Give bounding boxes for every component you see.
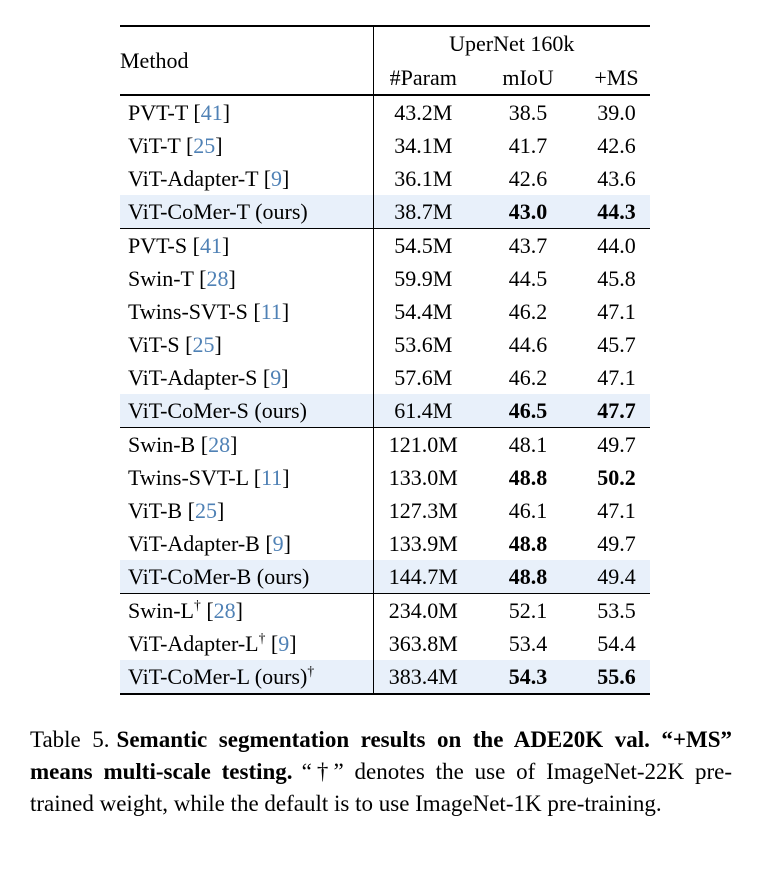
method-cell [120, 560, 373, 594]
miou-cell: 53.4 [508, 630, 548, 656]
table-row [120, 394, 650, 428]
param-cell: 34.1M [394, 132, 453, 158]
citation-link[interactable]: 9 [270, 364, 282, 390]
table-row [120, 295, 650, 328]
method-cell: Swin-L† [28] [120, 594, 373, 628]
table-row [120, 129, 650, 162]
miou-cell: 46.2 [508, 364, 548, 390]
method-name: Twins-SVT-S [128, 298, 248, 324]
method-cell: Swin-T [28] [120, 262, 373, 295]
param-cell: 59.9M [394, 265, 453, 291]
method-cell [120, 660, 373, 694]
miou-cell: 48.8 [508, 530, 548, 556]
method-cell [120, 394, 373, 428]
miou-cell: 41.7 [508, 132, 548, 158]
param-cell: 36.1M [394, 165, 453, 191]
dagger-superscript: † [194, 597, 201, 613]
table-row [120, 461, 650, 494]
table-row [120, 527, 650, 560]
ms-cell: 49.7 [583, 428, 650, 462]
param-cell: 38.7M [373, 195, 473, 229]
method-cell: ViT-Adapter-B [9] [120, 527, 373, 560]
method-cell: ViT-Adapter-S [9] [120, 361, 373, 394]
citation-link[interactable]: 28 [208, 431, 231, 457]
method-name: ViT-CoMer-S (ours) [128, 397, 307, 423]
ms-cell: 44.0 [583, 229, 650, 263]
citation-link[interactable]: 25 [194, 497, 217, 523]
dagger-superscript: † [258, 630, 266, 646]
table-row [120, 162, 650, 195]
miou-cell: 46.1 [508, 497, 548, 523]
citation-link[interactable]: 28 [206, 265, 229, 291]
miou-cell: 44.5 [508, 265, 548, 291]
miou-cell: 43.0 [473, 195, 583, 229]
method-cell: ViT-S [25] [120, 328, 373, 361]
caption-label: Table 5. [30, 727, 110, 752]
param-cell: 121.0M [373, 428, 473, 462]
method-name: ViT-CoMer-T (ours) [128, 198, 308, 224]
miou-cell: 44.6 [508, 331, 548, 357]
method-name: Swin-T [128, 265, 194, 291]
param-column-header: #Param [373, 61, 473, 95]
method-cell: ViT-Adapter-T [9] [120, 162, 373, 195]
ms-cell: 47.1 [597, 497, 636, 523]
caption-regular-text: “†” denotes the use of ImageNet-22K pre-trained weight, while the default is to use ImageNet-1K pre-training. [30, 759, 733, 816]
ms-cell: 49.4 [583, 560, 650, 594]
ms-cell: 55.6 [583, 660, 650, 694]
method-cell: ViT-T [25] [120, 129, 373, 162]
ms-cell: 42.6 [597, 132, 636, 158]
citation-link[interactable]: 9 [278, 630, 290, 656]
method-cell: ViT-Adapter-L† [9] [120, 627, 373, 660]
param-cell: 127.3M [388, 497, 458, 523]
citation-link[interactable]: 25 [192, 331, 215, 357]
param-cell: 54.4M [394, 298, 453, 324]
table-caption [30, 724, 732, 820]
miou-cell: 52.1 [473, 594, 583, 628]
method-column-header: Method [120, 26, 373, 95]
miou-cell: 54.3 [473, 660, 583, 694]
ms-cell: 47.1 [597, 298, 636, 324]
miou-cell: 46.5 [473, 394, 583, 428]
method-name: ViT-T [128, 132, 181, 158]
ms-cell: 45.8 [597, 265, 636, 291]
method-cell [120, 195, 373, 229]
ms-cell: 50.2 [597, 464, 636, 490]
method-name: Swin-B [128, 431, 196, 457]
citation-link[interactable]: 25 [193, 132, 216, 158]
method-name: ViT-Adapter-B [128, 530, 260, 556]
method-cell: PVT-T [41] [120, 95, 373, 129]
ms-cell: 47.1 [597, 364, 636, 390]
table-row [120, 660, 650, 694]
param-cell: 57.6M [394, 364, 453, 390]
param-cell: 54.5M [373, 229, 473, 263]
method-name: Swin-L [128, 597, 194, 623]
ms-cell: 54.4 [597, 630, 636, 656]
table-row [120, 262, 650, 295]
table-row [120, 494, 650, 527]
table-row [120, 328, 650, 361]
method-name: ViT-B [128, 497, 183, 523]
ms-cell: 47.7 [583, 394, 650, 428]
miou-column-header: mIoU [473, 61, 583, 95]
miou-cell: 46.2 [508, 298, 548, 324]
citation-link[interactable]: 41 [200, 99, 223, 125]
citation-link[interactable]: 9 [271, 165, 283, 191]
table-row [120, 428, 650, 462]
citation-link[interactable]: 28 [213, 597, 236, 623]
method-name: ViT-Adapter-T [128, 165, 259, 191]
citation-link[interactable]: 11 [260, 298, 282, 324]
miou-cell: 38.5 [508, 99, 548, 125]
table-row [120, 361, 650, 394]
ms-cell: 43.6 [597, 165, 636, 191]
param-cell: 43.2M [394, 99, 453, 125]
method-cell: ViT-B [25] [120, 494, 373, 527]
miou-cell: 48.1 [473, 428, 583, 462]
table-row [120, 627, 650, 660]
method-name: ViT-Adapter-L [128, 630, 259, 656]
ms-cell: 45.7 [597, 331, 636, 357]
method-cell: Twins-SVT-L [11] [120, 461, 373, 494]
method-name: ViT-Adapter-S [128, 364, 258, 390]
param-cell: 61.4M [373, 394, 473, 428]
dagger-superscript: † [307, 663, 315, 679]
table-row [120, 560, 650, 594]
param-cell: 144.7M [373, 560, 473, 594]
param-cell: 383.4M [373, 660, 473, 694]
group-column-header: UperNet 160k [449, 31, 575, 56]
method-cell: Twins-SVT-S [11] [120, 295, 373, 328]
miou-cell: 42.6 [508, 165, 548, 191]
citation-link[interactable]: 11 [261, 464, 283, 490]
miou-cell: 43.7 [473, 229, 583, 263]
ms-cell: 44.3 [583, 195, 650, 229]
param-cell: 234.0M [373, 594, 473, 628]
ms-cell: 39.0 [597, 99, 636, 125]
table-row [120, 195, 650, 229]
param-cell: 53.6M [394, 331, 453, 357]
ms-cell: 53.5 [583, 594, 650, 628]
table-row [120, 229, 650, 263]
miou-cell: 48.8 [508, 464, 548, 490]
param-cell: 133.9M [388, 530, 458, 556]
ms-cell: 49.7 [597, 530, 636, 556]
method-name: ViT-CoMer-B (ours) [128, 563, 310, 589]
table-row [120, 594, 650, 628]
param-cell: 363.8M [388, 630, 458, 656]
miou-cell: 48.8 [473, 560, 583, 594]
citation-link[interactable]: 9 [272, 530, 284, 556]
citation-link[interactable]: 41 [199, 232, 222, 258]
method-cell: Swin-B [28] [120, 428, 373, 462]
method-name: ViT-CoMer-L (ours) [128, 663, 308, 689]
results-table [120, 25, 650, 695]
method-name: ViT-S [128, 331, 180, 357]
table-row [120, 95, 650, 129]
method-cell: PVT-S [41] [120, 229, 373, 263]
header-row-group [120, 26, 650, 61]
caption-bold-text: Semantic segmentation results on the ADE20K val. “+MS” means multi-scale testing. [30, 727, 732, 784]
method-name: Twins-SVT-L [128, 464, 249, 490]
param-cell: 133.0M [388, 464, 458, 490]
method-name: PVT-T [128, 99, 188, 125]
method-name: PVT-S [128, 232, 188, 258]
ms-column-header: +MS [583, 61, 650, 95]
